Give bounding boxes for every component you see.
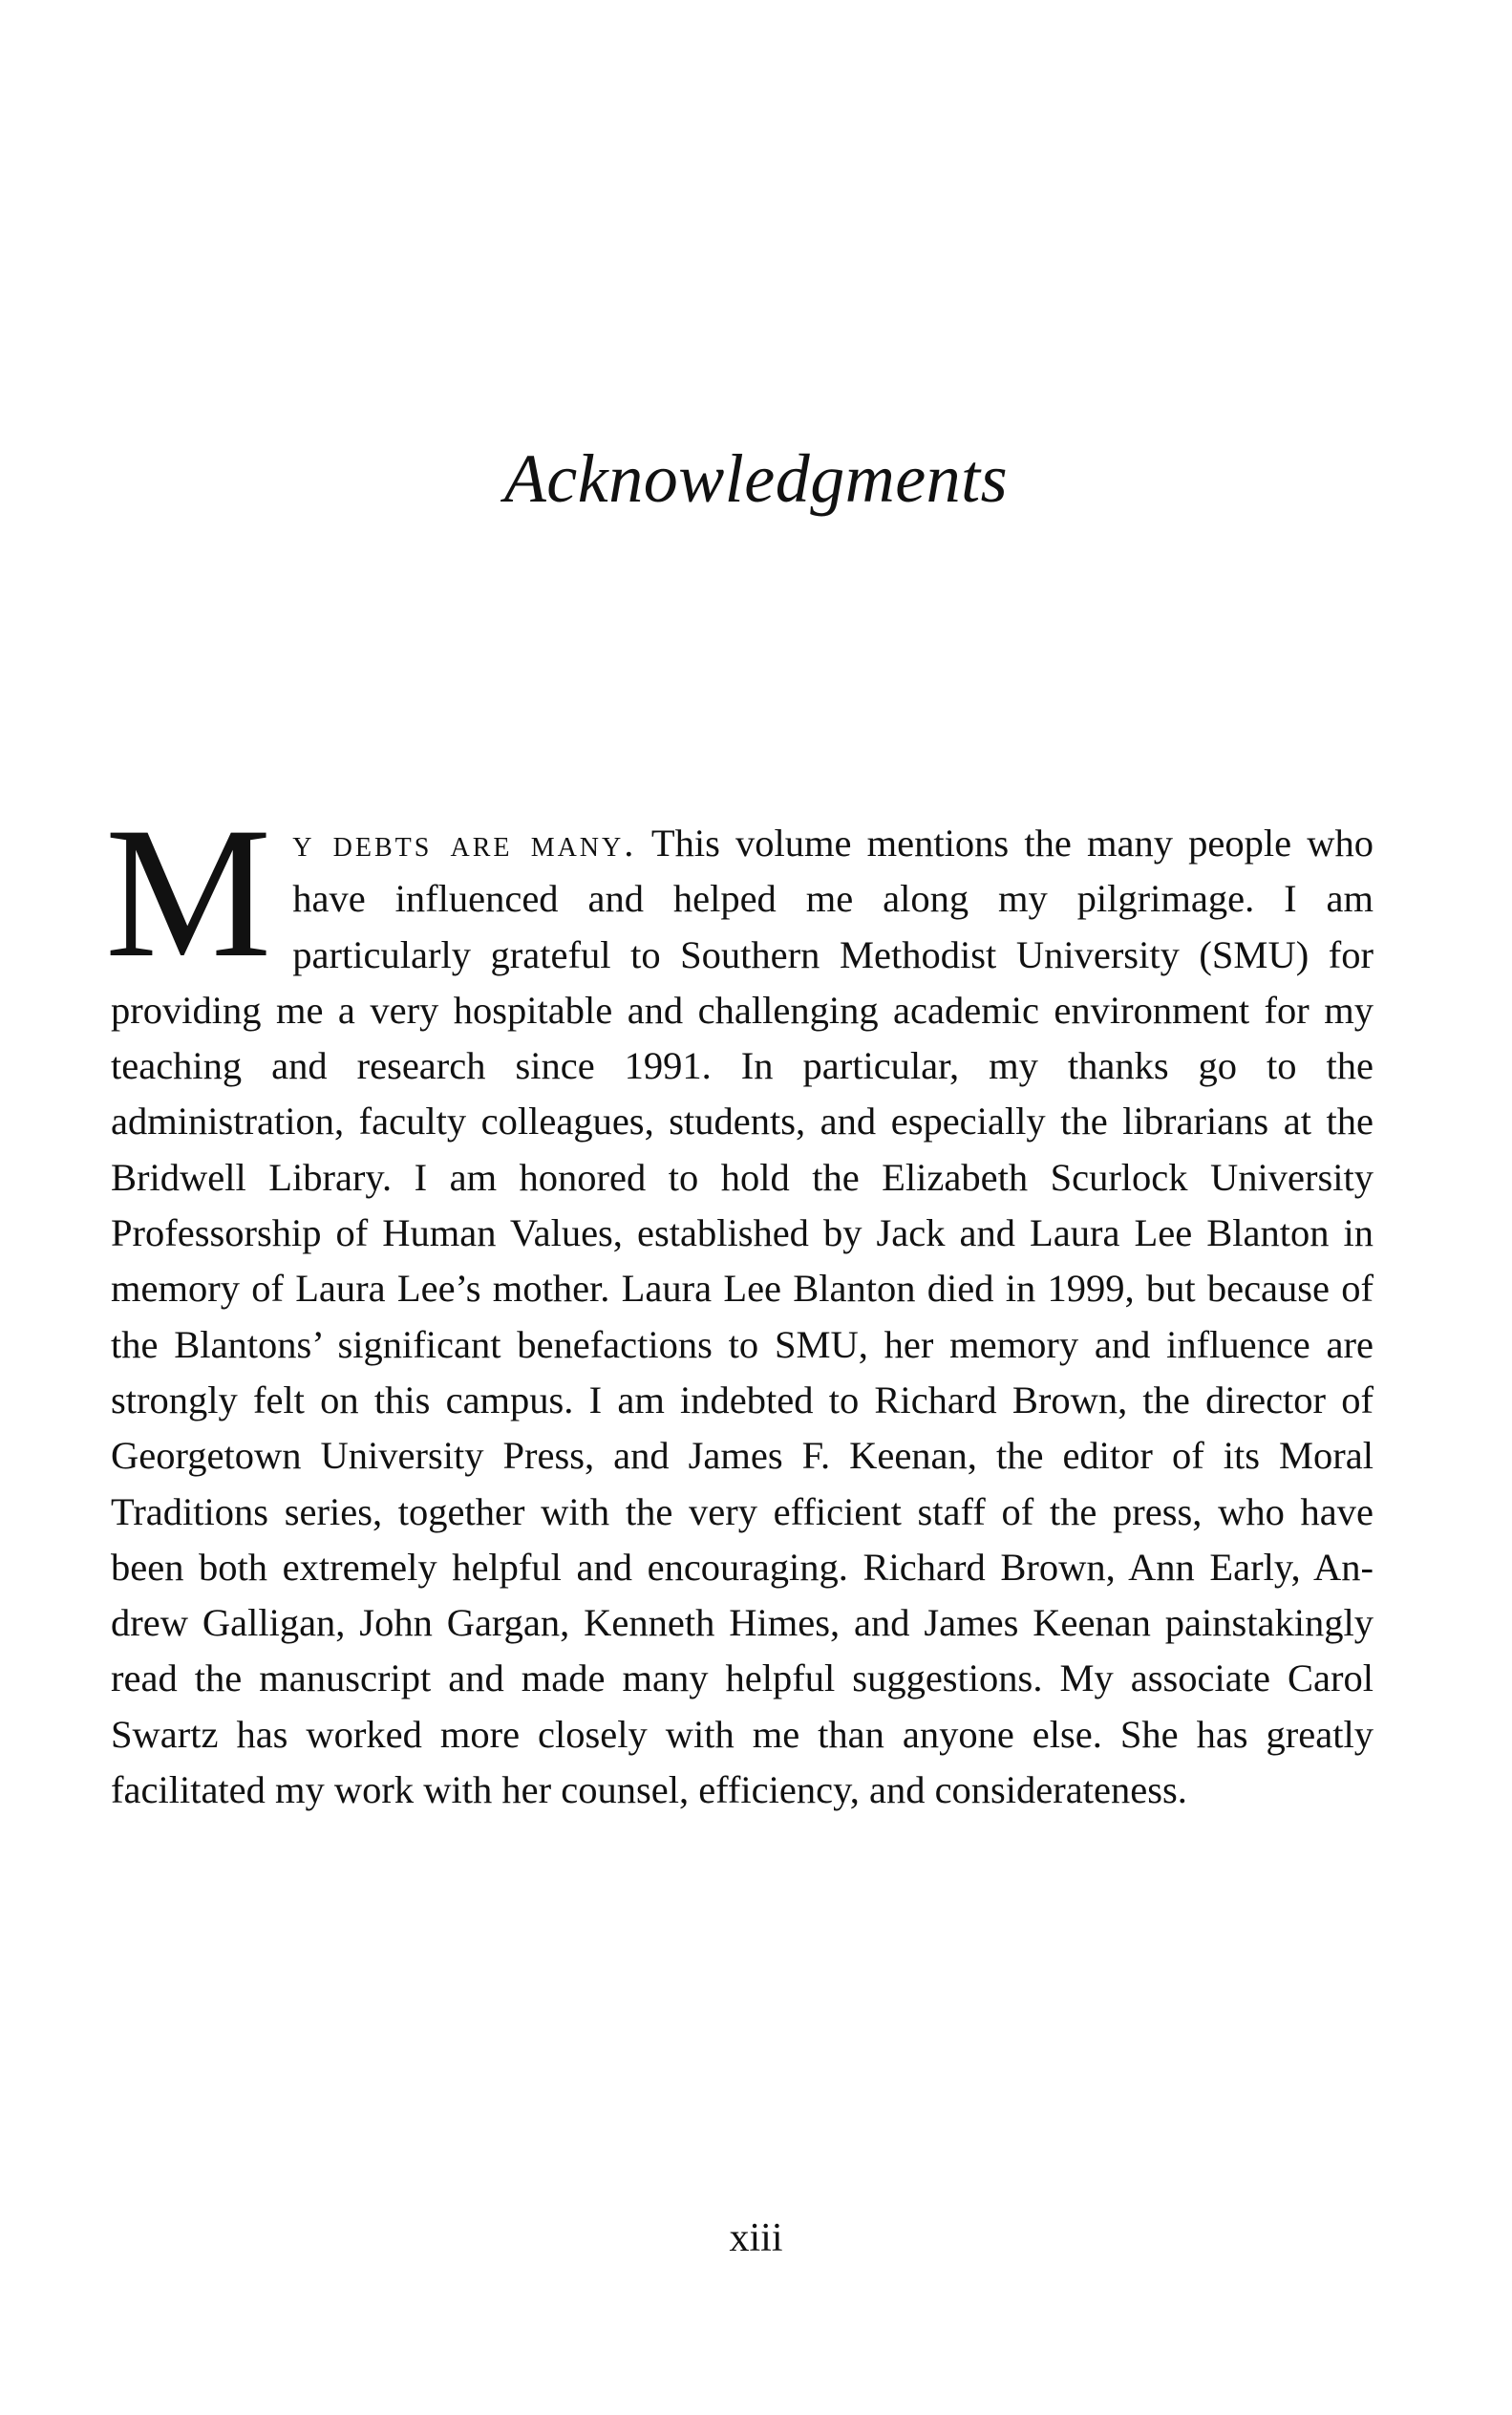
drop-cap: M — [105, 789, 272, 996]
page-number: xiii — [729, 2216, 783, 2260]
acknowledgments-paragraph — [105, 789, 1374, 1818]
paragraph-text: This volume mentions the many people who have influenced and helped me along my pilgrimage. I am particularly grateful to Southern Methodist University (SMU) for providing me a very hospitable and challenging academic environment for my teaching and research since 1991. In particular, my thanks go to the administration, faculty colleagues, students, and especially the librarians at the Bridwell Library. I am honored to hold the Elizabeth Scurlock University Professorship of Human Values, established by Jack and Laura Lee Blanton in memory of Laura Lee’s mother. Laura Lee Blanton died in 1999, but because of the Blantons’ significant benefactions to SMU, her memory and influence are strongly felt on this campus. I am indebted to Richard Brown, the director of Georgetown University Press, and James F. Keenan, the editor of its Moral Traditions series, together with the very efficient staff of the press, who have been both extremely helpful and encouraging. Richard Brown, Ann Early, Andrew Galligan, John Gargan, Kenneth Himes, and James Keenan painstakingly read the manuscript and made many helpful suggestions. My associate Carol Swartz has worked more closely with me than anyone else. She has greatly facilitated my work with her counsel, efficiency, and considerateness. — [111, 822, 1374, 1812]
lead-in-small-caps: y debts are many. — [292, 822, 637, 865]
page-title: Acknowledgments — [503, 440, 1009, 517]
